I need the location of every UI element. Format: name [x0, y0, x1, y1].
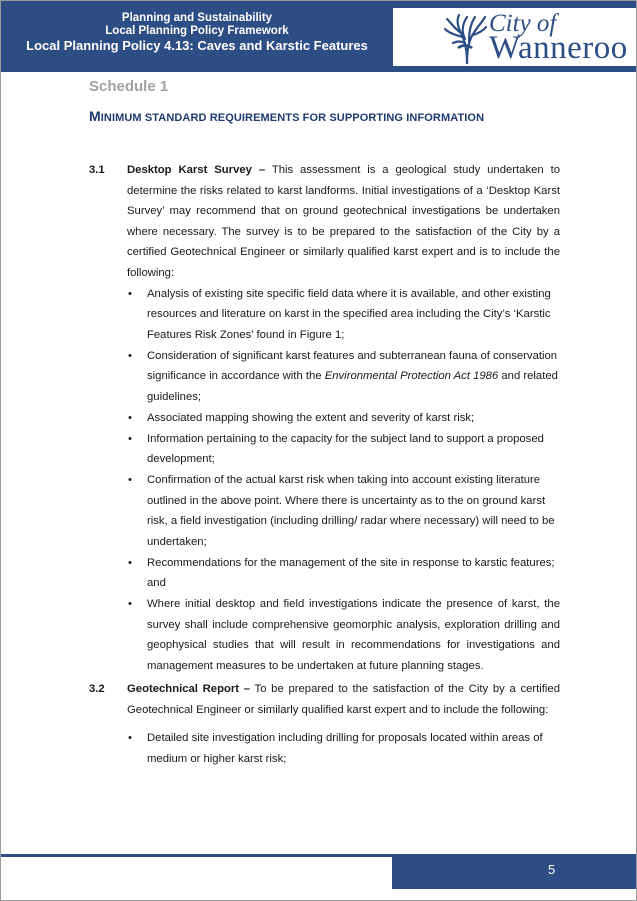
item-text: This assessment is a geological study undertaken to determine the risks related to karst landforms. Initial investigations of a ‘Desktop Karst Survey’ may recommend that on ground geotechnical investigations be undertaken where necessary. The survey is to be prepared to the satisfaction of the City by a certified Geotechnical Engineer or similarly qualified karst expert and is to include the following: [127, 164, 560, 279]
bullet-icon: • [128, 474, 132, 486]
bullet-icon: • [128, 432, 132, 445]
list-item: • Recommendations for the management of the site in response to karstic features; and [127, 553, 560, 594]
header-text [1, 12, 393, 54]
bullet-list [127, 728, 560, 769]
list-item: • Analysis of existing site specific field data where it is available, and other existing resources and literature on karst in the specified area including the City’s ‘Karstic Features Risk Zones’ found in Figure 1; [127, 284, 560, 346]
list-item: • Detailed site investigation including drilling for proposals located within areas of medium or higher karst risk; [127, 728, 560, 769]
list-item: • Associated mapping showing the extent and severity of karst risk; [127, 408, 560, 429]
item-paragraph [127, 160, 560, 283]
bullet-icon: • [128, 556, 132, 569]
item-lead: Geotechnical Report – [127, 683, 251, 695]
item-text: To be prepared to the satisfaction of the City by a certified Geotechnical Engineer or similarly qualified karst expert and to include the following: [127, 683, 561, 716]
header-line-2: Local Planning Policy Framework [105, 25, 289, 37]
item-number: 3.1 [89, 164, 105, 176]
item-lead: Desktop Karst Survey – [127, 164, 266, 176]
header-line-3: Local Planning Policy 4.13: Caves and Karstic Features [26, 38, 368, 53]
requirement-item-3-1 [89, 160, 560, 676]
grass-tree-logo-icon [443, 13, 487, 65]
bullet-icon: • [128, 287, 132, 300]
list-item: • Consideration of significant karst features and subterranean fauna of conservation significance in accordance with the Environmental Protection Act 1986 and related guidelines; [127, 346, 560, 408]
city-logo [393, 8, 636, 66]
bullet-icon: • [128, 598, 132, 610]
section-title-initial: M [89, 108, 101, 124]
item-number: 3.2 [89, 683, 105, 695]
section-title-rest: INIMUM STANDARD REQUIREMENTS FOR SUPPORTING INFORMATION [100, 112, 485, 124]
schedule-label: Schedule 1 [89, 78, 169, 95]
page-number: 5 [548, 862, 556, 877]
bullet-icon: • [128, 349, 132, 362]
logo-name-text: Wanneroo [489, 30, 628, 66]
item-paragraph [127, 679, 560, 720]
requirement-item-3-2 [89, 679, 560, 769]
page-header [1, 1, 636, 72]
bullet-icon: • [128, 732, 132, 744]
list-item: • Where initial desktop and field investigations indicate the presence of karst, the survey shall include comprehensive geomorphic analysis, exploration drilling and geophysical studies that will result in recommendations for investigations and management measures to be undertaken at future planning stages. [127, 594, 560, 676]
section-title [89, 108, 484, 124]
act-title: Environmental Protection Act 1986 [324, 370, 499, 382]
bullet-list [127, 284, 560, 677]
list-item: • Confirmation of the actual karst risk when taking into account existing literature outlined in the above point. Where there is uncertainty as to the on ground karst risk, a field investigation (including drilling/ radar where necessary) will need to be undertaken; [127, 470, 560, 552]
header-line-1: Planning and Sustainability [121, 12, 273, 24]
footer-block [392, 854, 636, 889]
bullet-icon: • [128, 411, 132, 424]
logo-city-text: City of [489, 10, 557, 37]
list-item: • Information pertaining to the capacity for the subject land to support a proposed development; [127, 429, 560, 470]
